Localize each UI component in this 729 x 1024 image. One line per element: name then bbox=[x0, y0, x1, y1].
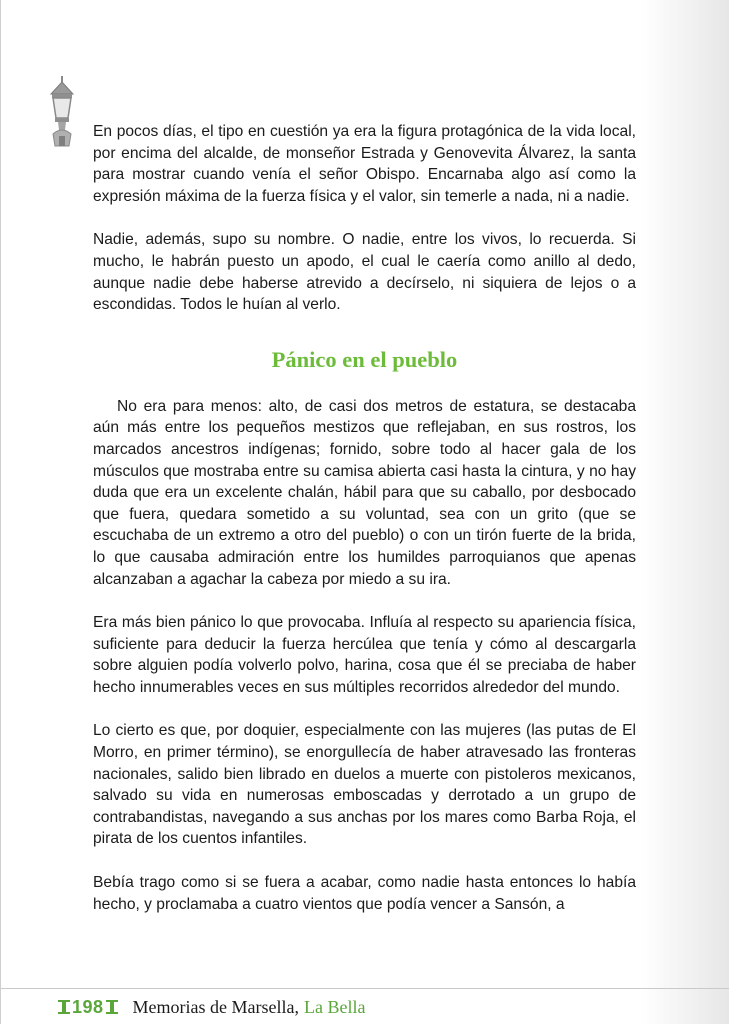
ornament-bracket-icon bbox=[105, 998, 119, 1016]
paragraph: Nadie, además, supo su nombre. O nadie, entre los vivos, lo recuerda. Si mucho, le habrán puesto un apodo, el cual le caería como anillo al dedo, aunque nadie debe haberse atrevido a decírselo, ni siquiera de lejos o a escondidas. Todos le huían al verlo. bbox=[93, 231, 636, 314]
book-title: Memorias de Marsella, bbox=[132, 996, 299, 1017]
paragraph: En pocos días, el tipo en cuestión ya era la figura protagónica de la vida local, por encima del alcalde, de monseñor Estrada y Genovevita Álvarez, la santa para mostrar cuando venía el señor Obispo. Encarnaba algo así como la expresión máxima de la fuerza física y el valor, sin temerle a nada, ni a nadie. bbox=[93, 123, 636, 205]
ornament-bracket-icon bbox=[57, 998, 71, 1016]
paragraph: No era para menos: alto, de casi dos metros de estatura, se destacaba aún más entre los pequeños mestizos que reflejaban, en sus rostros, los marcados ancestros indígenas; fornido, sobre todo al hacer gala de los músculos que mostraba entre su camisa abierta casi hasta la cintura, y no hay duda que era un excelente chalán, hábil para que su caballo, por desbocado que fuera, quedara sometido a su voluntad, sea con un grito (que se escuchaba de un extremo a otro del pueblo) o con un tirón fuerte de la brida, lo que causaba admiración entre los humildes parroquianos que apenas alcanzaban a agachar la cabeza por miedo a su ira. bbox=[93, 397, 636, 588]
paragraph: Bebía trago como si se fuera a acabar, como nadie hasta entonces lo había hecho, y proclamaba a cuatro vientos que podía vencer a Sansón, a bbox=[93, 874, 636, 913]
section-title: Pánico en el pueblo bbox=[271, 346, 458, 372]
paragraph: Lo cierto es que, por doquier, especialmente con las mujeres (las putas de El Morro, en primer término), se enorgullecía de haber atravesado las fronteras nacionales, salido bien librado en duelos a muerte con pistoleros mexicanos, salvado su vida en numerosas emboscadas y derrotado a un grupo de contrabandistas, navegando a sus anchas por los mares como Barba Roja, el pirata de los cuentos infantiles. bbox=[93, 722, 636, 848]
page-number: 198 bbox=[72, 996, 104, 1017]
paragraph: Era más bien pánico lo que provocaba. Influía al respecto su apariencia física, suficiente para deducir la fuerza hercúlea que tenía y cómo al descargarla sobre alguien podía volverlo polvo, harina, cosa que él se preciaba de haber hecho innumerables veces en sus múltiples recorridos alrededor del mundo. bbox=[93, 614, 636, 696]
page-footer bbox=[57, 994, 365, 1020]
body-text bbox=[93, 121, 636, 937]
folio bbox=[57, 997, 119, 1018]
book-subtitle: La Bella bbox=[304, 996, 366, 1017]
street-lamp-icon bbox=[45, 74, 79, 154]
footer-divider bbox=[1, 988, 729, 989]
